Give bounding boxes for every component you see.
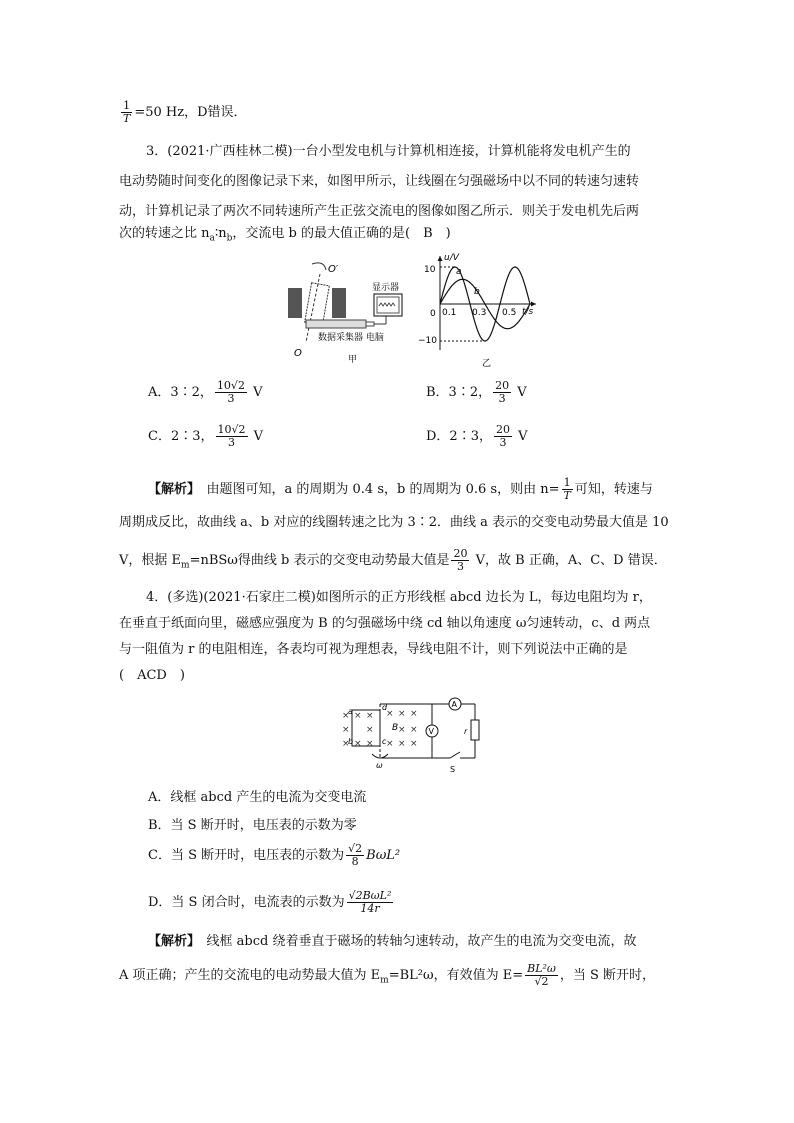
q3-analysis-2: 周期成反比，故曲线 a、b 对应的线圈转速之比为 3∶2．曲线 a 表示的交变电动势最大值是 10 [119,515,669,530]
svg-text:×: × [342,739,350,749]
q3-line-1: 3．(2021·广西桂林二模)一台小型发电机与计算机相连接，计算机能将发电机产生的 [146,144,631,159]
label-S: S [450,765,456,774]
figure-yi-chart [418,250,542,368]
q3-line-3: 动，计算机记录了两次不同转速所产生正弦交流电的图像如图乙所示．则关于发电机先后两 [119,204,640,219]
x-axis-arrow [531,302,536,307]
q3-line-2: 电动势随时间变化的图像记录下来，如图甲所示，让线圈在匀强磁场中以不同的转速匀速转 [119,174,640,189]
q4-line-1: 4．(多选)(2021·石家庄二模)如图所示的正方形线框 abcd 边长为 L，每边电阻均为 r， [146,590,652,605]
collector-bar [306,320,366,328]
switch [450,752,460,758]
svg-text:×: × [398,725,406,735]
q4-line-4: ( ACD ) [119,668,185,683]
label-display: 显示器 [372,283,400,293]
svg-text:×: × [410,739,418,749]
origin-label: 0 [430,309,436,319]
figure-circuit [340,696,490,776]
svg-text:×: × [342,725,350,735]
q3-option-b[interactable]: B．3∶2， $\frac{20}{3}$ V [426,379,527,405]
q4-analysis-2: A 项正确；产生的交流电的电动势最大值为 $E_m=BL^2\omega$，有效值为 E= $\frac{\text{BL²ω}}{√2}$ ，当 S 断开时， [119,962,656,988]
figure-jia [282,256,412,366]
connector [366,322,374,326]
x-axis-label: t/s [522,307,534,317]
x-tick-01: 0.1 [442,308,457,318]
q4-option-d[interactable]: D．当 S 闭合时，电流表的示数为 $\frac{\text{√2BωL²}}{14r}$ [148,889,392,915]
label-B: B [392,723,399,733]
x-tick-03: 0.3 [472,308,487,318]
label-collector: 数据采集器 电脑 [318,333,384,343]
x-tick-05: 0.5 [502,308,517,318]
svg-text:×: × [342,711,350,721]
magnet-left [288,288,302,318]
svg-text:×: × [366,725,374,735]
q4-option-b[interactable]: B．当 S 断开时，电压表的示数为零 [148,818,357,833]
figure-jia-caption: 甲 [348,355,358,365]
svg-text:×: × [386,739,394,749]
label-omega: ω [376,761,383,770]
series-b-label: b [474,287,480,297]
label-r: r [464,727,468,736]
y-tick-neg10: −10 [418,336,437,346]
svg-text:×: × [398,709,406,719]
y-axis-arrow [438,256,443,261]
q4-option-c[interactable]: C．当 S 断开时，电压表的示数为 $\frac{√2}{8}$ BωL² [148,842,401,868]
svg-text:×: × [354,711,362,721]
top-line: $\frac{1}{T}$ =50 Hz，D错误． [123,99,247,125]
q3-analysis-1: 【解析】 由题图可知，a 的周期为 0.4 s，b 的周期为 0.6 s，则由 n= $\frac{1}{T}$ 可知，转速与 [148,476,653,502]
axis-line [306,274,320,342]
svg-text:×: × [354,739,362,749]
fraction: $\frac{1}{T}$ [123,99,131,125]
label-A: A [451,700,457,709]
label-O-prime: O′ [328,264,339,275]
q3-option-a[interactable]: A．3∶2， $\frac{10√2}{3}$ V [148,379,263,405]
q3-option-c[interactable]: C．2∶3， $\frac{10√2}{3}$ V [148,423,264,449]
svg-text:×: × [398,739,406,749]
q3-line-4: 次的转速之比 $n_a∶n_b$，交流电 b 的最大值正确的是( B ) [119,226,451,244]
q3-option-d[interactable]: D．2∶3， $\frac{20}{3}$ V [426,423,528,449]
q4-analysis-1: 【解析】 线框 abcd 绕着垂直于磁场的转轴匀速转动，故产生的电流为交变电流，故 [148,934,637,949]
resistor [471,720,479,740]
svg-text:×: × [386,709,394,719]
analysis-tag: 【解析】 [148,482,194,497]
svg-text:×: × [410,725,418,735]
q4-line-2: 在垂直于纸面向里，磁感应强度为 B 的匀强磁场中绕 cd 轴以角速度 ω匀速转动，c、d 两点 [119,616,651,631]
svg-text:×: × [410,709,418,719]
label-a: a [348,707,353,716]
series-a-label: a [456,267,462,277]
q4-option-a[interactable]: A．线框 abcd 产生的电流为交变电流 [148,790,367,805]
rotation-arrow [312,263,326,270]
label-b: b [348,737,354,746]
label-c: c [382,737,387,746]
q3-analysis-3: V，根据 $E_m=nBS\omega$得曲线 b 表示的交变电动势最大值是 $\frac{20}{3}$ V，故 B 正确，A、C、D 错误． [119,547,667,573]
svg-text:×: × [366,711,374,721]
figure-yi-caption: 乙 [482,359,492,368]
magnet-right [332,288,346,318]
y-axis-label: u/V [444,253,459,263]
chart-axes [438,256,537,350]
label-d: d [382,703,388,712]
y-tick-10: 10 [424,265,436,275]
q4-line-3: 与一阻值为 r 的电阻相连，各表均可视为理想表，导线电阻不计，则下列说法中正确的是 [119,642,628,657]
label-V: V [428,727,434,736]
label-O: O [294,348,302,359]
svg-text:×: × [366,739,374,749]
